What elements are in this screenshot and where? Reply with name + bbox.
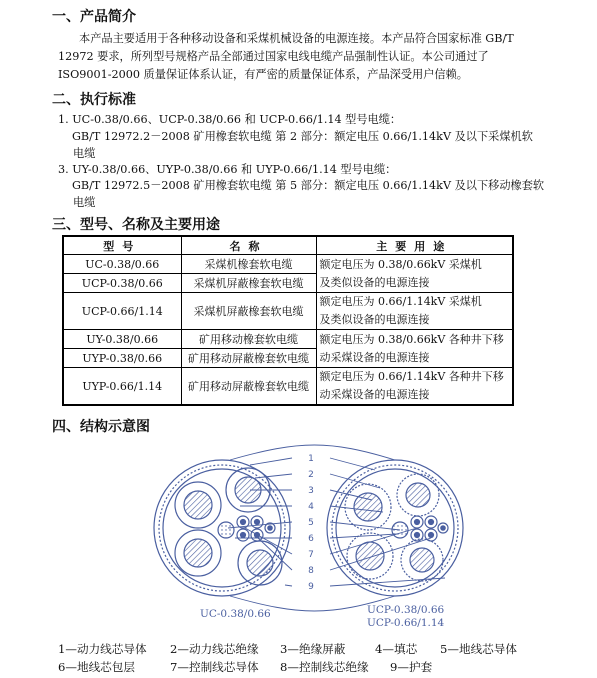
intro-line-1: 本产品主要适用于各种移动设备和采煤机械设备的电源连接。本产品符合国家标准 GB/T — [79, 32, 514, 45]
name-cell: 矿用移动橡套软电缆 — [181, 330, 316, 349]
callout-4: 4 — [308, 502, 314, 512]
intro-line-2: 12972 要求，所列型号规格产品全部通过国家电线电缆产品强制性认证。本公司通过了 — [58, 50, 489, 63]
callout-5: 5 — [308, 518, 314, 528]
diagram-legend-row-2 — [58, 659, 432, 675]
use-line: 及类似设备的电源连接 — [319, 313, 430, 326]
callout-2: 2 — [308, 470, 314, 480]
model-cell: UYP-0.38/0.66 — [63, 349, 181, 368]
callout-9: 9 — [308, 582, 314, 592]
section-title-standards: 二、执行标准 — [52, 92, 136, 108]
standard-item-1-models: 1. UC-0.38/0.66、UCP-0.38/0.66 和 UCP-0.66/1.14 型号电缆： — [58, 113, 402, 126]
name-cell: 采煤机屏蔽橡套软电缆 — [181, 293, 316, 330]
table-header-name: 名称 — [181, 236, 316, 255]
standard-item-1-spec-cont: 电缆 — [73, 147, 96, 160]
legend-item: 2—动力线芯绝缘 — [170, 642, 259, 656]
model-cell: UCP-0.66/1.14 — [63, 293, 181, 330]
legend-item: 9—护套 — [390, 660, 433, 674]
legend-item: 4—填芯 — [375, 642, 418, 656]
legend-item: 7—控制线芯导体 — [170, 660, 259, 674]
use-line: 动采煤设备的电源连接 — [319, 388, 430, 401]
right-cable-label-1: UCP-0.38/0.66 — [367, 604, 445, 616]
callout-8: 8 — [308, 566, 314, 576]
standard-item-1-spec: GB/T 12972.2－2008 矿用橡套软电缆 第 2 部分：额定电压 0.66/1.14kV 及以下采煤机软 — [72, 130, 533, 143]
callout-3: 3 — [308, 486, 314, 496]
table-header-model: 型号 — [63, 236, 181, 255]
use-line: 及类似设备的电源连接 — [319, 275, 430, 289]
model-cell: UCP-0.38/0.66 — [63, 274, 181, 293]
section-title-models: 三、型号、名称及主要用途 — [52, 217, 220, 233]
left-cable-section — [154, 460, 290, 596]
name-cell: 采煤机橡套软电缆 — [181, 255, 316, 274]
diagram-legend-row-1 — [58, 641, 517, 657]
legend-item: 6—地线芯包层 — [58, 660, 135, 674]
right-cable-section — [327, 460, 463, 596]
intro-line-3: ISO9001-2000 质量保证体系认证，有严密的质量保证体系，产品深受用户信赖。 — [58, 68, 468, 81]
legend-item: 8—控制线芯绝缘 — [280, 660, 369, 674]
callout-1: 1 — [308, 454, 314, 464]
left-cable-label: UC-0.38/0.66 — [200, 608, 271, 620]
name-cell: 矿用移动屏蔽橡套软电缆 — [181, 349, 316, 368]
standard-item-2-models: 3. UY-0.38/0.66、UYP-0.38/0.66 和 UYP-0.66/1.14 型号电缆： — [58, 163, 397, 176]
name-cell: 采煤机屏蔽橡套软电缆 — [181, 274, 316, 293]
legend-item: 3—绝缘屏蔽 — [280, 642, 346, 656]
standard-item-2-spec-cont: 电缆 — [73, 196, 96, 209]
use-line: 额定电压为 0.66/1.14kV 各种井下移 — [319, 370, 504, 383]
section-title-intro: 一、产品简介 — [52, 9, 136, 25]
name-cell: 矿用移动屏蔽橡套软电缆 — [181, 368, 316, 406]
use-line: 额定电压为 0.38/0.66kV 各种井下移 — [319, 332, 504, 346]
section-title-structure: 四、结构示意图 — [52, 419, 150, 435]
callout-7: 7 — [308, 550, 314, 560]
model-cell: UYP-0.66/1.14 — [63, 368, 181, 406]
table-header-use: 主要用途 — [316, 236, 513, 255]
use-line: 额定电压为 0.38/0.66kV 采煤机 — [319, 257, 482, 271]
standard-item-2-spec: GB/T 12972.5－2008 矿用橡套软电缆 第 5 部分：额定电压 0.66/1.14kV 及以下移动橡套软 — [72, 179, 545, 192]
callout-6: 6 — [308, 534, 314, 544]
legend-item: 5—地线芯导体 — [440, 642, 517, 656]
model-cell: UY-0.38/0.66 — [63, 330, 181, 349]
use-line: 动采煤设备的电源连接 — [319, 350, 430, 364]
right-cable-label-2: UCP-0.66/1.14 — [367, 617, 445, 629]
use-line: 额定电压为 0.66/1.14kV 采煤机 — [319, 295, 482, 308]
legend-item: 1—动力线芯导体 — [58, 642, 147, 656]
model-cell: UC-0.38/0.66 — [63, 255, 181, 274]
